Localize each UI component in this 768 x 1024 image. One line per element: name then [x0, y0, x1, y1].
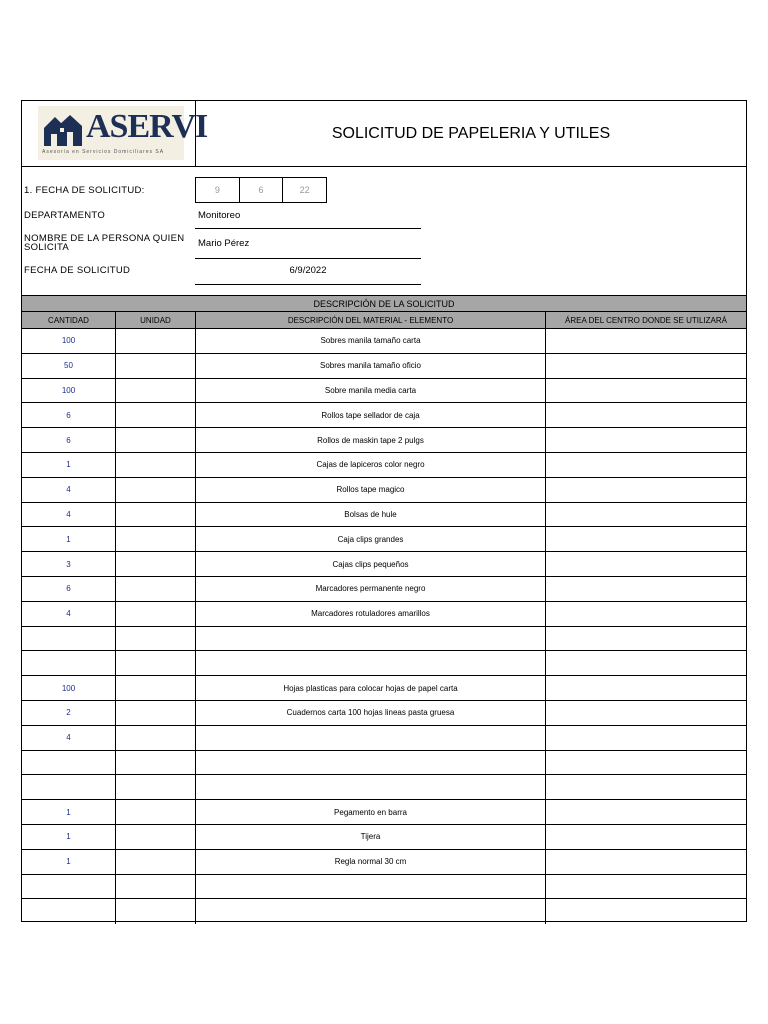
table-row [22, 527, 746, 552]
table-row [22, 850, 746, 875]
cell-descripcion[interactable]: Rollos tape magico [196, 478, 546, 502]
cell-cantidad[interactable]: 6 [22, 403, 116, 427]
table-row [22, 726, 746, 751]
date-month[interactable]: 6 [240, 178, 284, 202]
table-row [22, 577, 746, 602]
cell-descripcion[interactable]: Marcadores rotuladores amarillos [196, 602, 546, 626]
cell-descripcion[interactable]: Pegamento en barra [196, 800, 546, 824]
cell-area[interactable] [546, 527, 746, 551]
cell-area[interactable] [546, 329, 746, 353]
request-rows [22, 329, 746, 924]
table-row [22, 751, 746, 776]
cell-unidad[interactable] [116, 726, 196, 750]
cell-cantidad[interactable] [22, 875, 116, 899]
cell-area[interactable] [546, 875, 746, 899]
table-row [22, 602, 746, 627]
col-header-area: ÁREA DEL CENTRO DONDE SE UTILIZARÁ [546, 312, 746, 329]
cell-area[interactable] [546, 379, 746, 403]
table-row [22, 825, 746, 850]
cell-descripcion[interactable]: Cajas clips pequeños [196, 552, 546, 576]
cell-unidad[interactable] [116, 527, 196, 551]
cell-descripcion[interactable] [196, 751, 546, 775]
date-day[interactable]: 9 [196, 178, 240, 202]
cell-area[interactable] [546, 850, 746, 874]
cell-unidad[interactable] [116, 825, 196, 849]
cell-area[interactable] [546, 825, 746, 849]
cell-unidad[interactable] [116, 602, 196, 626]
cell-cantidad[interactable]: 2 [22, 701, 116, 725]
cell-unidad[interactable] [116, 577, 196, 601]
table-row [22, 800, 746, 825]
section-title: DESCRIPCIÓN DE LA SOLICITUD [22, 295, 746, 312]
cell-descripcion[interactable]: Regla normal 30 cm [196, 850, 546, 874]
cell-cantidad[interactable]: 6 [22, 577, 116, 601]
table-row [22, 453, 746, 478]
logo-subtitle: Asesoría en Servicios Domiciliares SA [42, 149, 165, 155]
cell-area[interactable] [546, 701, 746, 725]
cell-descripcion[interactable] [196, 627, 546, 651]
cell-cantidad[interactable]: 1 [22, 800, 116, 824]
cell-unidad[interactable] [116, 329, 196, 353]
cell-unidad[interactable] [116, 850, 196, 874]
cell-cantidad[interactable]: 50 [22, 354, 116, 378]
fecha2-underline [195, 284, 421, 285]
cell-cantidad[interactable]: 1 [22, 850, 116, 874]
cell-unidad[interactable] [116, 800, 196, 824]
cell-cantidad[interactable]: 3 [22, 552, 116, 576]
cell-descripcion[interactable] [196, 775, 546, 799]
cell-cantidad[interactable]: 4 [22, 726, 116, 750]
table-row [22, 627, 746, 652]
table-row [22, 552, 746, 577]
table-row [22, 651, 746, 676]
logo-cell [22, 101, 208, 166]
departamento-label: DEPARTAMENTO [24, 210, 106, 221]
cell-cantidad[interactable]: 4 [22, 478, 116, 502]
request-form [21, 100, 747, 922]
cell-cantidad[interactable] [22, 627, 116, 651]
cell-descripcion[interactable]: Rollos tape sellador de caja [196, 403, 546, 427]
table-row [22, 899, 746, 924]
cell-cantidad[interactable] [22, 899, 116, 924]
company-logo [38, 106, 208, 160]
departamento-value[interactable]: Monitoreo [198, 210, 241, 221]
cell-area[interactable] [546, 552, 746, 576]
cell-descripcion[interactable] [196, 651, 546, 675]
table-row [22, 428, 746, 453]
cell-unidad[interactable] [116, 453, 196, 477]
cell-area[interactable] [546, 627, 746, 651]
cell-area[interactable] [546, 403, 746, 427]
cell-cantidad[interactable] [22, 651, 116, 675]
table-row [22, 676, 746, 701]
cell-unidad[interactable] [116, 701, 196, 725]
cell-unidad[interactable] [116, 478, 196, 502]
table-row [22, 503, 746, 528]
cell-area[interactable] [546, 354, 746, 378]
cell-descripcion[interactable]: Sobre manila media carta [196, 379, 546, 403]
cell-descripcion[interactable] [196, 899, 546, 924]
cell-area[interactable] [546, 651, 746, 675]
nombre-underline [195, 258, 421, 259]
cell-descripcion[interactable]: Cajas de lapiceros color negro [196, 453, 546, 477]
table-row [22, 379, 746, 404]
cell-cantidad[interactable]: 1 [22, 527, 116, 551]
cell-descripcion[interactable]: Bolsas de hule [196, 503, 546, 527]
cell-cantidad[interactable]: 100 [22, 676, 116, 700]
fecha-label: 1. FECHA DE SOLICITUD: [24, 185, 145, 196]
cell-cantidad[interactable]: 4 [22, 503, 116, 527]
fecha2-value[interactable]: 6/9/2022 [289, 265, 327, 276]
cell-cantidad[interactable] [22, 775, 116, 799]
cell-unidad[interactable] [116, 875, 196, 899]
cell-area[interactable] [546, 453, 746, 477]
date-year[interactable]: 22 [299, 185, 310, 195]
table-row [22, 478, 746, 503]
cell-area[interactable] [546, 751, 746, 775]
cell-area[interactable] [546, 899, 746, 924]
departamento-underline [195, 228, 421, 229]
cell-unidad[interactable] [116, 552, 196, 576]
cell-area[interactable] [546, 428, 746, 452]
nombre-label-line2: SOLICITA [24, 242, 69, 253]
cell-unidad[interactable] [116, 899, 196, 924]
cell-area[interactable] [546, 478, 746, 502]
cell-cantidad[interactable]: 6 [22, 428, 116, 452]
form-header [22, 101, 746, 167]
cell-area[interactable] [546, 775, 746, 799]
cell-unidad[interactable] [116, 775, 196, 799]
nombre-label-line1: NOMBRE DE LA PERSONA QUIEN [24, 233, 185, 244]
cell-cantidad[interactable]: 100 [22, 329, 116, 353]
cell-area[interactable] [546, 676, 746, 700]
cell-cantidad[interactable] [22, 751, 116, 775]
fecha2-label: FECHA DE SOLICITUD [24, 265, 131, 276]
date-field[interactable] [195, 177, 327, 203]
cell-area[interactable] [546, 800, 746, 824]
cell-descripcion[interactable] [196, 726, 546, 750]
table-row [22, 701, 746, 726]
cell-unidad[interactable] [116, 503, 196, 527]
cell-unidad[interactable] [116, 354, 196, 378]
cell-unidad[interactable] [116, 428, 196, 452]
logo-text: ASERVI [86, 108, 208, 145]
cell-cantidad[interactable]: 100 [22, 379, 116, 403]
cell-unidad[interactable] [116, 651, 196, 675]
cell-descripcion[interactable]: Hojas plasticas para colocar hojas de papel carta [196, 676, 546, 700]
cell-descripcion[interactable]: Tijera [196, 825, 546, 849]
cell-unidad[interactable] [116, 379, 196, 403]
table-row [22, 354, 746, 379]
nombre-value[interactable]: Mario Pérez [198, 238, 250, 249]
col-header-unidad: UNIDAD [116, 312, 196, 329]
cell-descripcion[interactable]: Sobres manila tamaño oficio [196, 354, 546, 378]
cell-unidad[interactable] [116, 403, 196, 427]
cell-area[interactable] [546, 602, 746, 626]
col-header-cantidad: CANTIDAD [22, 312, 116, 329]
cell-cantidad[interactable]: 4 [22, 602, 116, 626]
cell-area[interactable] [546, 503, 746, 527]
cell-unidad[interactable] [116, 676, 196, 700]
col-header-descripcion: DESCRIPCIÓN DEL MATERIAL - ELEMENTO [196, 312, 546, 329]
cell-descripcion[interactable]: Marcadores permanente negro [196, 577, 546, 601]
cell-descripcion[interactable]: Cuadernos carta 100 hojas lineas pasta gruesa [196, 701, 546, 725]
house-icon [42, 114, 84, 146]
cell-area[interactable] [546, 577, 746, 601]
cell-descripcion[interactable]: Sobres manila tamaño carta [196, 329, 546, 353]
table-row [22, 403, 746, 428]
form-title: SOLICITUD DE PAPELERIA Y UTILES [331, 124, 611, 142]
cell-descripcion[interactable]: Caja clips grandes [196, 527, 546, 551]
table-row [22, 875, 746, 900]
cell-descripcion[interactable]: Rollos de maskin tape 2 pulgs [196, 428, 546, 452]
cell-descripcion[interactable] [196, 875, 546, 899]
cell-area[interactable] [546, 726, 746, 750]
cell-unidad[interactable] [116, 751, 196, 775]
cell-cantidad[interactable]: 1 [22, 453, 116, 477]
table-row [22, 329, 746, 354]
cell-unidad[interactable] [116, 627, 196, 651]
cell-cantidad[interactable]: 1 [22, 825, 116, 849]
table-row [22, 775, 746, 800]
